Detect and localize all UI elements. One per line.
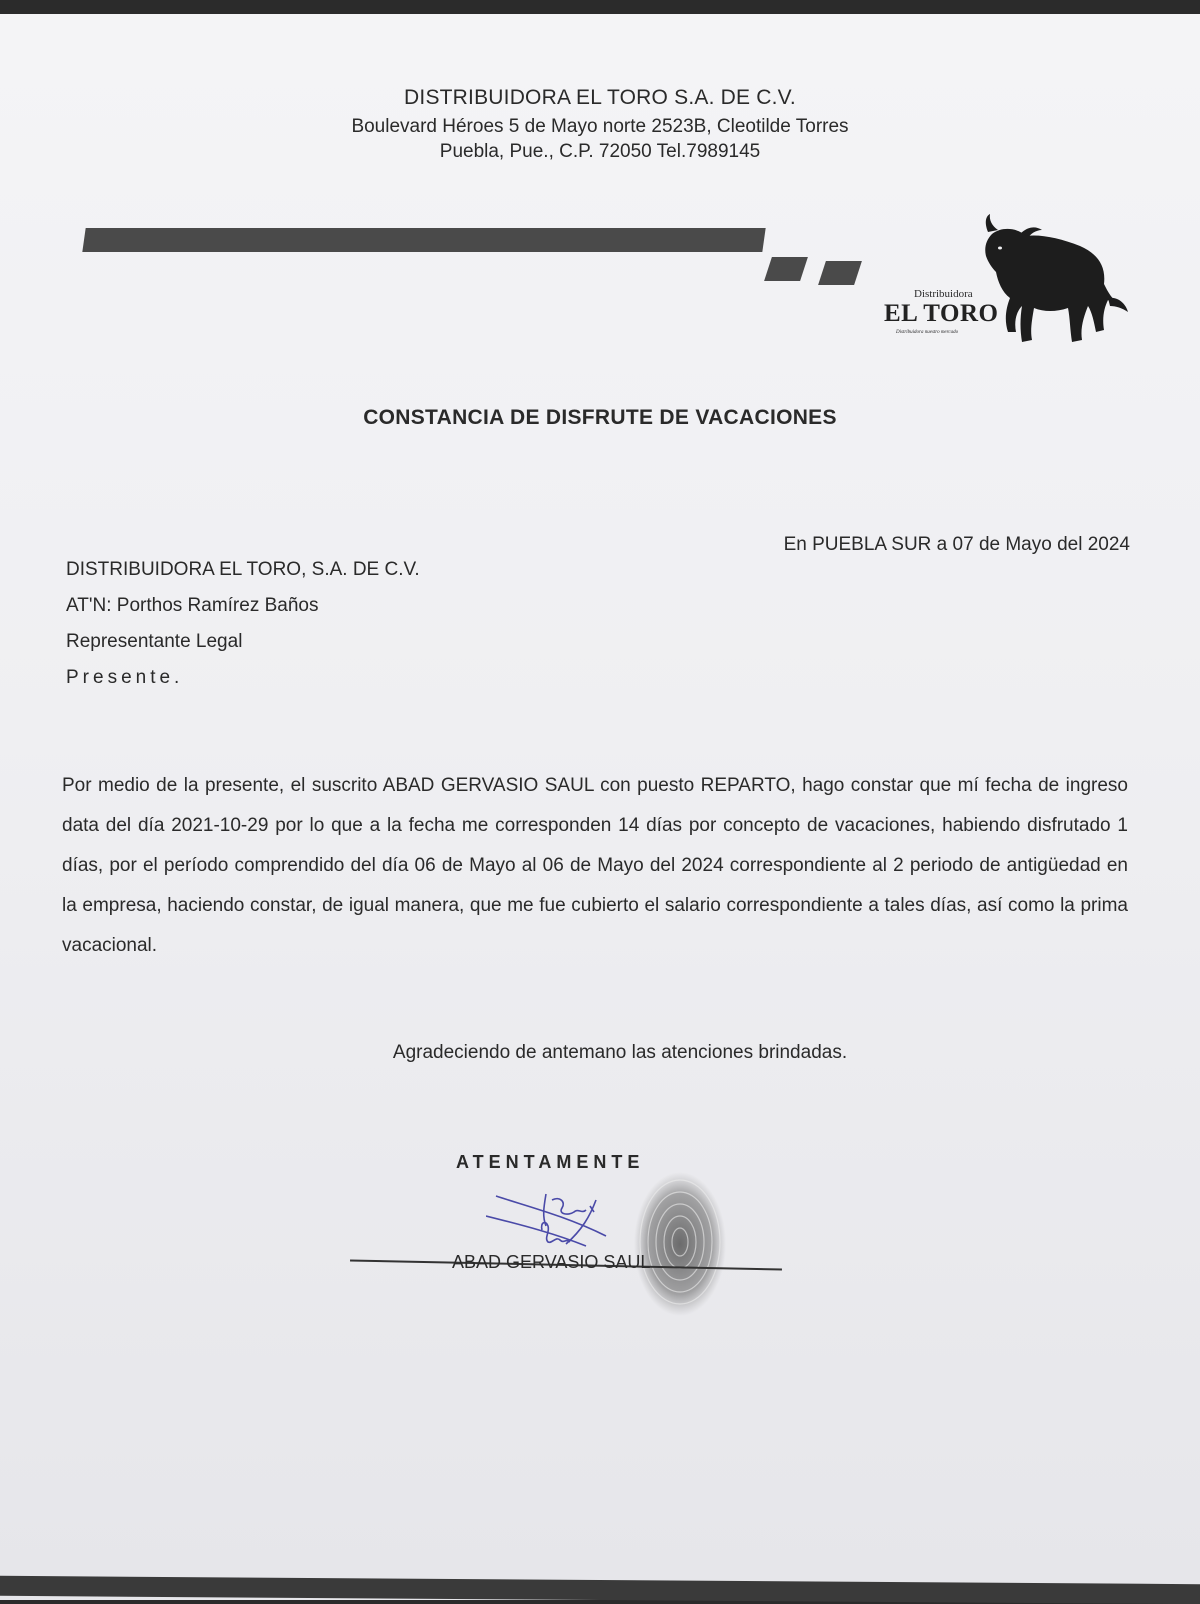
document-page (0, 14, 1200, 1600)
logo-top-text: Distribuidora (914, 288, 973, 300)
closing-line: Agradeciendo de antemano las atenciones brindadas. (392, 1042, 848, 1063)
addressee-company: DISTRIBUIDORA EL TORO, S.A. DE C.V. (66, 559, 420, 580)
date-line: En PUEBLA SUR a 07 de Mayo del 2024 (783, 534, 1130, 555)
addressee-role: Representante Legal (66, 631, 243, 652)
header-bar-segment (764, 257, 808, 281)
address-line-2: Puebla, Pue., C.P. 72050 Tel.7989145 (439, 141, 761, 162)
addressee-block (66, 559, 420, 703)
header-bar-segment (818, 261, 862, 285)
addressee-attention: AT'N: Porthos Ramírez Baños (66, 595, 319, 616)
bull-icon (980, 212, 1130, 352)
letterhead (0, 86, 1200, 166)
document-title: CONSTANCIA DE DISFRUTE DE VACACIONES (363, 406, 837, 429)
header-bar (82, 228, 765, 252)
logo-main-text: EL TORO (884, 300, 999, 327)
fingerprint-icon (625, 1164, 735, 1324)
address-line-1: Boulevard Héroes 5 de Mayo norte 2523B, Cleotilde Torres (351, 116, 849, 137)
logo-tagline: Distribuidora nuestro mercado (896, 330, 959, 335)
salutation: ATENTAMENTE (456, 1152, 645, 1172)
company-logo (884, 212, 1134, 362)
signer-name: ABAD GERVASIO SAUL (452, 1252, 651, 1272)
body-paragraph: Por medio de la presente, el suscrito ABAD GERVASIO SAUL con puesto REPARTO, hago constar que mí fecha de ingreso data del día 2021-10-29 por lo que a la fecha me corresponden 14 días por concepto de vacaciones, habiendo disfrutado 1 días, por el período comprendido del día 06 de Mayo al 06 de Mayo del 2024 correspondiente al 2 periodo de antigüedad en la empresa, haciendo constar, de igual manera, que me fue cubierto el salario correspondiente a tales días, así como la prima vacacional. (62, 775, 1128, 956)
company-name: DISTRIBUIDORA EL TORO S.A. DE C.V. (404, 86, 796, 109)
addressee-greeting: Presente. (66, 667, 184, 688)
